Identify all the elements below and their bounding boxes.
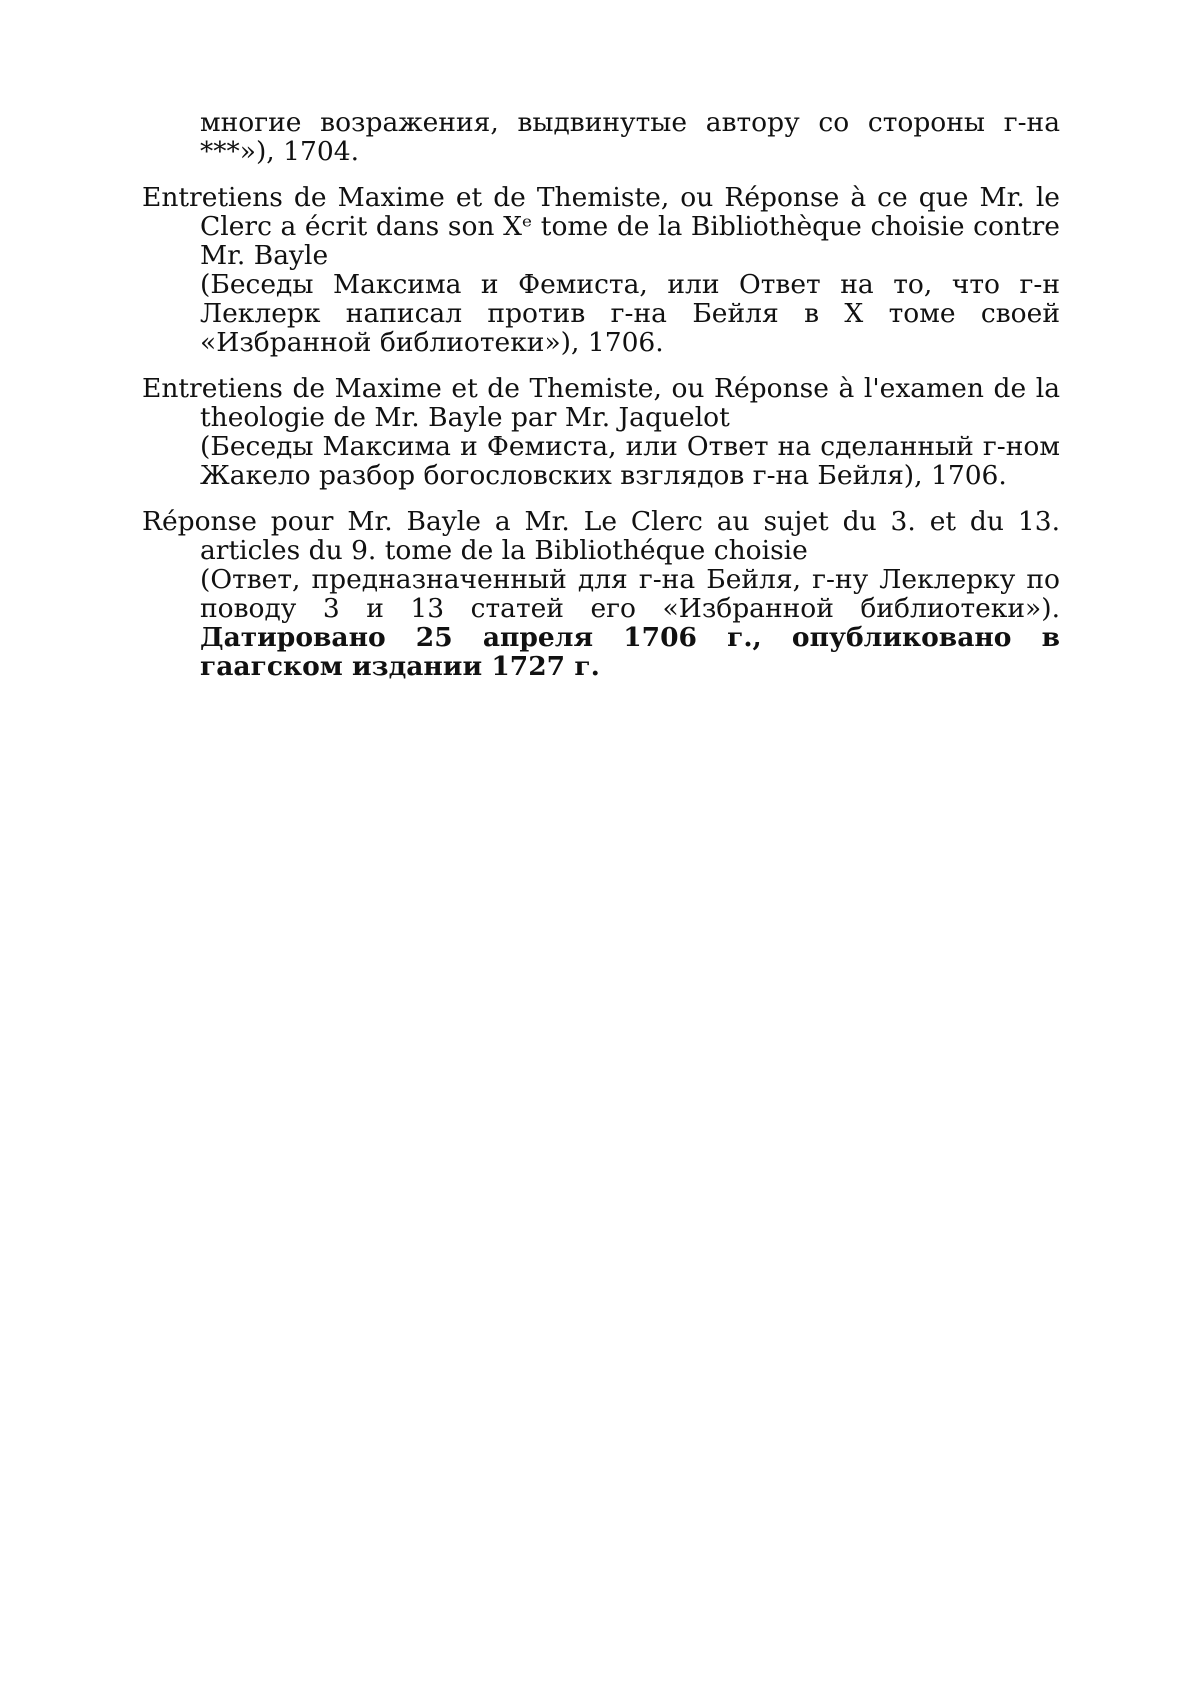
continuation-paragraph: многие возражения, выдвинутые автору со стороны г-на ***»), 1704.	[200, 107, 1060, 167]
bibliography-text	[142, 108, 1060, 698]
bibliography-entry	[142, 374, 1060, 490]
entry-translation-text: (Ответ, предназначенный для г-на Бейля, г-ну Леклерку по поводу 3 и 13 статей его «Избранной библиотеки»).	[200, 564, 1060, 624]
entry-translation: (Беседы Максима и Фемиста, или Ответ на сделанный г-ном Жакело разбор богословских взглядов г-на Бейля), 1706.	[200, 431, 1060, 491]
entry-title: Réponse pour Mr. Bayle a Mr. Le Clerc au sujet du 3. et du 13. articles du 9. tome de la Bibliothéque choisie	[142, 506, 1060, 566]
bibliography-entry	[142, 507, 1060, 681]
bibliography-entry	[142, 183, 1060, 357]
entry-translation: (Беседы Максима и Фемиста, или Ответ на то, что г-н Леклерк написал против г-на Бейля в X томе своей «Избранной библиотеки»), 1706.	[200, 269, 1060, 358]
entry-translation	[142, 565, 1060, 681]
entry-title: Entretiens de Maxime et de Themiste, ou Réponse à l'examen de la theologie de Mr. Bayle par Mr. Jaquelot	[142, 373, 1060, 433]
entry-title: Entretiens de Maxime et de Themiste, ou Réponse à ce que Mr. le Clerc a écrit dans son Xᵉ tome de la Bibliothèque choisie contre Mr. Bayle	[142, 182, 1060, 271]
entry-publication-note: Датировано 25 апреля 1706 г., опубликовано в гаагском издании 1727 г.	[200, 622, 1060, 682]
